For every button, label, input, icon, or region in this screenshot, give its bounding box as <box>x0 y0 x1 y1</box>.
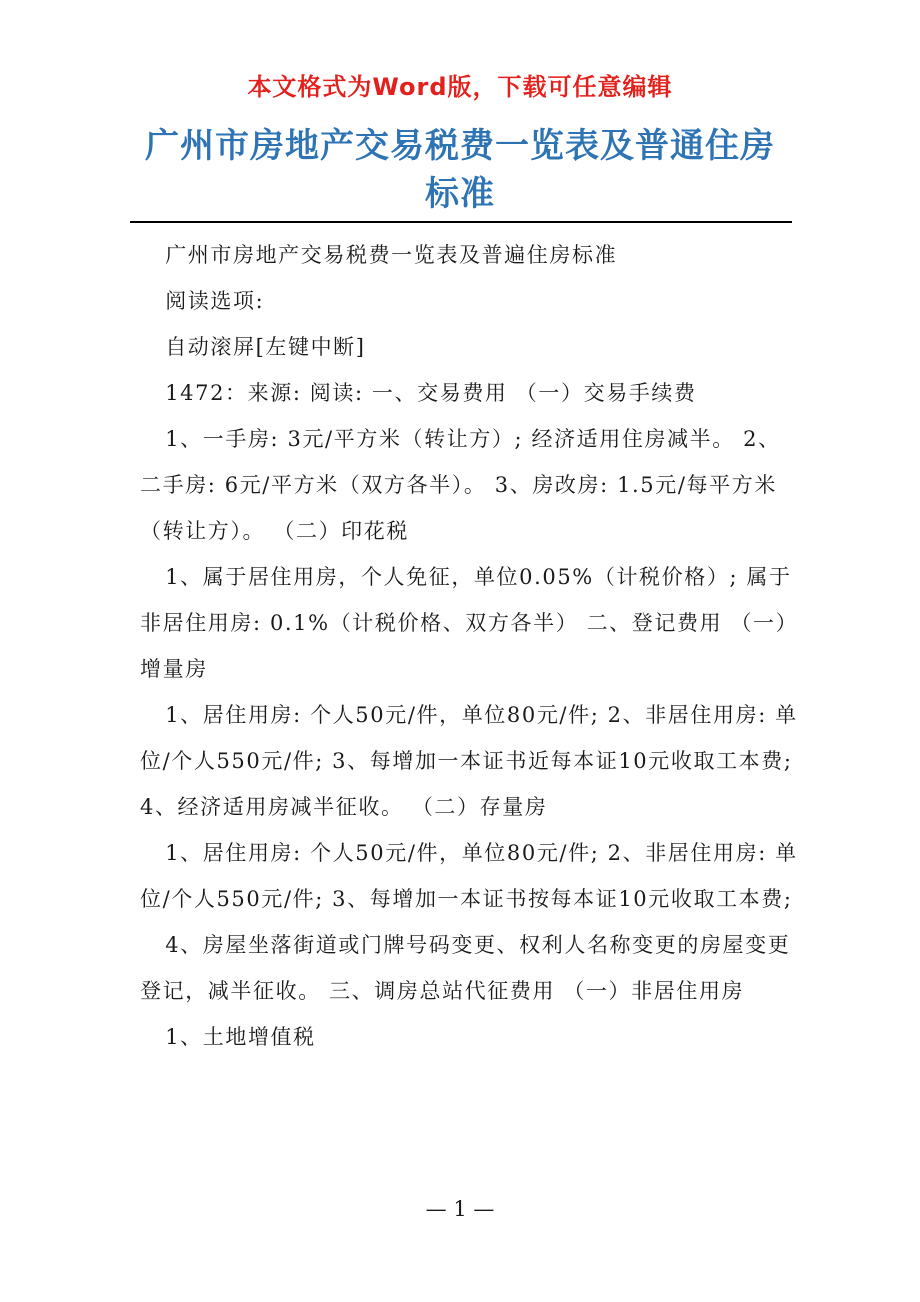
paragraph-reading-options: 阅读选项: <box>165 289 265 313</box>
title-line-1: 广州市房地产交易税费一览表及普通住房 <box>145 126 775 166</box>
paragraph-subtitle: 广州市房地产交易税费一览表及普遍住房标准 <box>165 243 618 267</box>
paragraph-change-registration: 4、房屋坐落街道或门牌号码变更、权利人名称变更的房屋变更登记，减半征收。 三、调房总站代征费用 （一）非居住用房 <box>140 933 791 1003</box>
title-line-2: 标准 <box>425 174 495 214</box>
document-title <box>130 122 790 218</box>
paragraph-source: 1472：来源: 阅读: 一、交易费用 （一）交易手续费 <box>165 381 697 405</box>
paragraph-land-tax: 1、土地增值税 <box>165 1025 316 1049</box>
document-body <box>140 232 800 1060</box>
paragraph-incremental-housing: 1、居住用房: 个人50元/件，单位80元/件; 2、非居住用房: 单位/个人550元/件; 3、每增加一本证书近每本证10元收取工本费; 4、经济适用房减半征收。 （二）存量房 <box>140 703 798 819</box>
paragraph-auto-scroll: 自动滚屏[左键中断] <box>165 335 366 359</box>
page-number: — 1 — <box>425 1197 495 1221</box>
paragraph-stamp-duty: 1、属于居住用房，个人免征，单位0.05%（计税价格）; 属于非居住用房: 0.1%（计税价格、双方各半） 二、登记费用 （一）增量房 <box>140 565 799 681</box>
paragraph-transaction-fee: 1、一手房: 3元/平方米（转让方）; 经济适用住房减半。 2、二手房: 6元/平方米（双方各半）。 3、房改房: 1.5元/每平方米（转让方）。 （二）印花税 <box>140 427 781 543</box>
word-format-notice: 本文格式为Word版，下载可任意编辑 <box>247 73 673 101</box>
paragraph-existing-housing: 1、居住用房: 个人50元/件，单位80元/件; 2、非居住用房: 单位/个人550元/件; 3、每增加一本证书按每本证10元收取工本费; <box>140 841 798 911</box>
title-divider <box>130 221 792 223</box>
